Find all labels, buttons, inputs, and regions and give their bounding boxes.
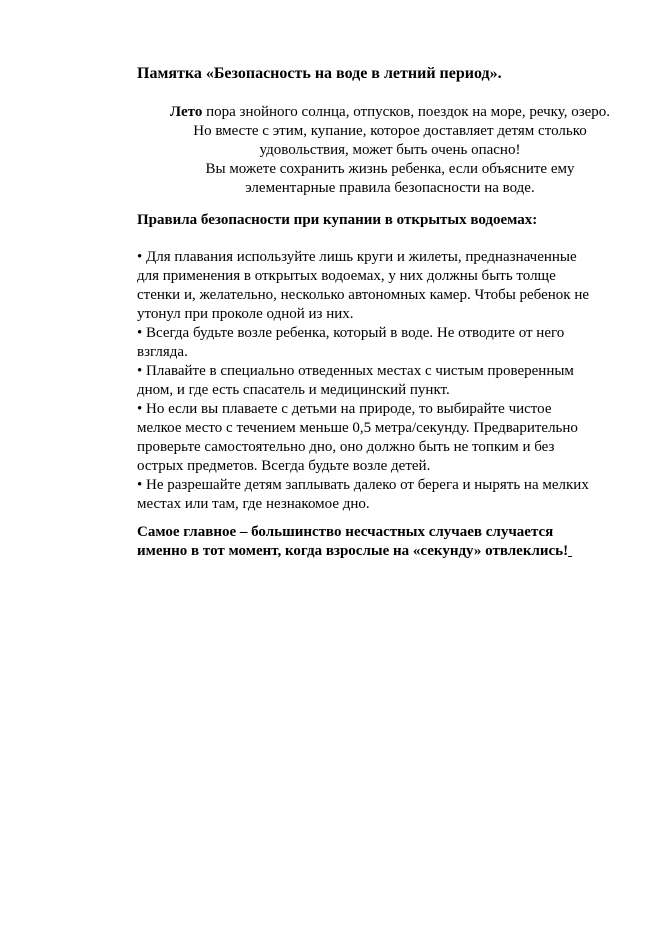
rules-line: местах или там, где незнакомое дно. (137, 496, 370, 512)
intro-line-1 (110, 103, 670, 122)
conclusion-line-1: Самое главное – большинство несчастных случаев случается (137, 524, 554, 540)
rules-line: взгляда. (137, 344, 188, 360)
conclusion-paragraph (137, 523, 572, 561)
rules-line: мелкое место с течением меньше 0,5 метра/секунду. Предварительно (137, 420, 578, 436)
intro-line-1-rest: пора знойного солнца, отпусков, поездок на море, речку, озеро. (202, 104, 611, 120)
intro-line-3: удовольствия, может быть очень опасно! (259, 142, 521, 158)
rules-line: проверьте самостоятельно дно, оно должно быть не топким и без (137, 439, 555, 455)
rules-line: для применения в открытых водоемах, у них должны быть толще (137, 268, 556, 284)
conclusion-line-2 (137, 542, 572, 561)
rules-line: • Плавайте в специально отведенных местах с чистым проверенным (137, 363, 574, 379)
rules-list (137, 248, 657, 514)
trailing-underline (568, 543, 572, 559)
intro-lead-word: Лето (169, 104, 203, 120)
rules-line: утонул при проколе одной из них. (137, 306, 354, 322)
intro-line-4: Вы можете сохранить жизнь ребенка, если объясните ему (205, 161, 575, 177)
intro-paragraph (110, 103, 670, 198)
rules-line: • Для плавания используйте лишь круги и жилеты, предназначенные (137, 249, 577, 265)
rules-line: стенки и, желательно, несколько автономных камер. Чтобы ребенок не (137, 287, 590, 303)
intro-line-2: Но вместе с этим, купание, которое доставляет детям столько (193, 123, 587, 139)
rules-line: • Но если вы плаваете с детьми на природе, то выбирайте чистое (137, 401, 552, 417)
rules-line: дном, и где есть спасатель и медицинский пункт. (137, 382, 450, 398)
intro-line-5: элементарные правила безопасности на воде. (245, 180, 535, 196)
document-title: Памятка «Безопасность на воде в летний период». (137, 65, 502, 82)
rules-line: • Не разрешайте детям заплывать далеко от берега и нырять на мелких (137, 477, 589, 493)
rules-line: острых предметов. Всегда будьте возле детей. (137, 458, 431, 474)
conclusion-line-2-text: именно в тот момент, когда взрослые на «секунду» отвлеклись! (137, 543, 569, 559)
rules-line: • Всегда будьте возле ребенка, который в воде. Не отводите от него (137, 325, 565, 341)
rules-heading: Правила безопасности при купании в открытых водоемах: (137, 212, 538, 228)
